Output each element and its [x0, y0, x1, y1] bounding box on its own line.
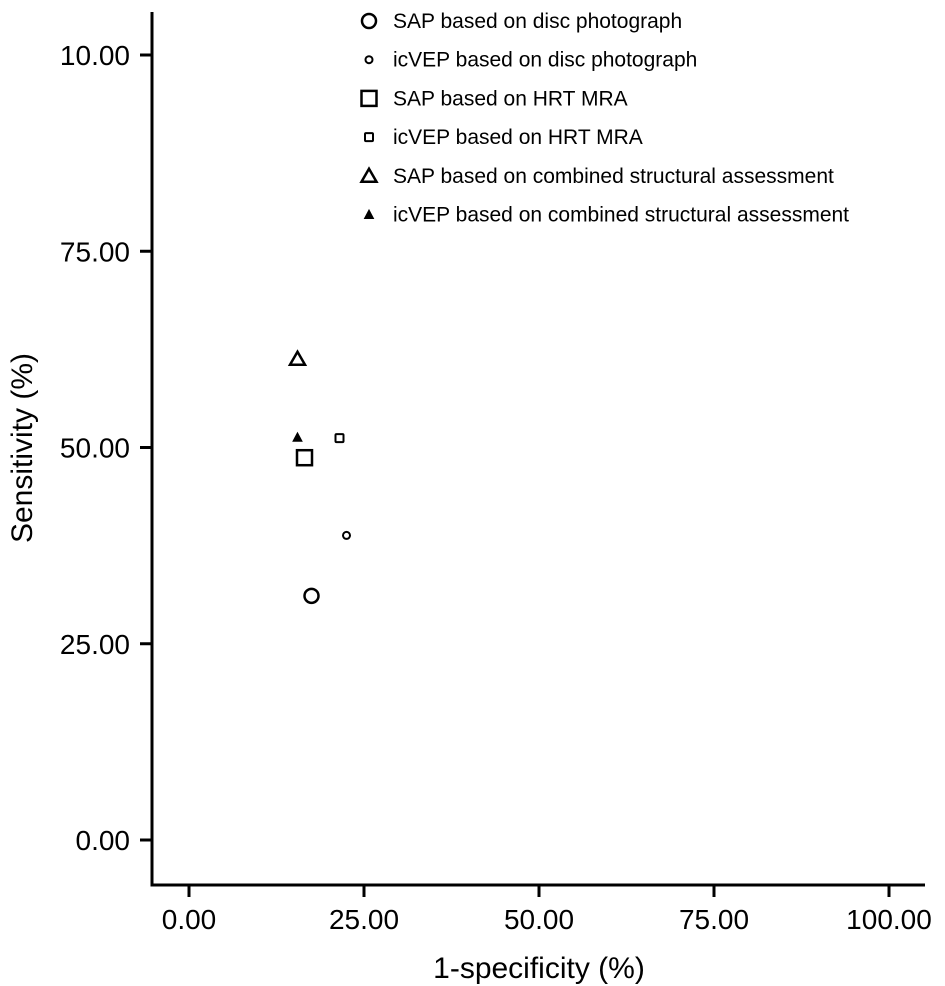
legend-label: SAP based on disc photograph — [393, 10, 683, 33]
x-tick-label: 100.00 — [846, 904, 932, 935]
y-axis-title: Sensitivity (%) — [6, 352, 39, 544]
y-tick-label: 25.00 — [59, 628, 130, 660]
x-tick-label: 0.00 — [161, 904, 217, 935]
legend-label: SAP based on combined structural assessment — [393, 164, 834, 188]
legend-item — [362, 10, 682, 33]
legend-item — [365, 126, 643, 149]
x-axis-title: 1-specificity (%) — [433, 952, 645, 985]
legend-label: SAP based on HRT MRA — [393, 87, 628, 111]
legend-item — [362, 165, 835, 188]
x-tick-label: 50.00 — [503, 904, 575, 935]
y-tick-label: 0.00 — [75, 825, 130, 856]
legend-item — [362, 87, 628, 110]
x-tick-label: 25.00 — [328, 904, 400, 935]
legend-label: icVEP based on combined structural assessment — [393, 203, 850, 227]
y-tick-label: 50.00 — [59, 432, 130, 464]
y-tick-label: 10.00 — [59, 40, 130, 71]
legend-label: icVEP based on disc photograph — [393, 48, 698, 72]
legend-item — [365, 204, 850, 227]
y-tick-label: 75.00 — [59, 236, 130, 268]
legend-label: icVEP based on HRT MRA — [393, 126, 643, 150]
legend-item — [366, 49, 698, 72]
x-tick-label: 75.00 — [678, 904, 750, 935]
